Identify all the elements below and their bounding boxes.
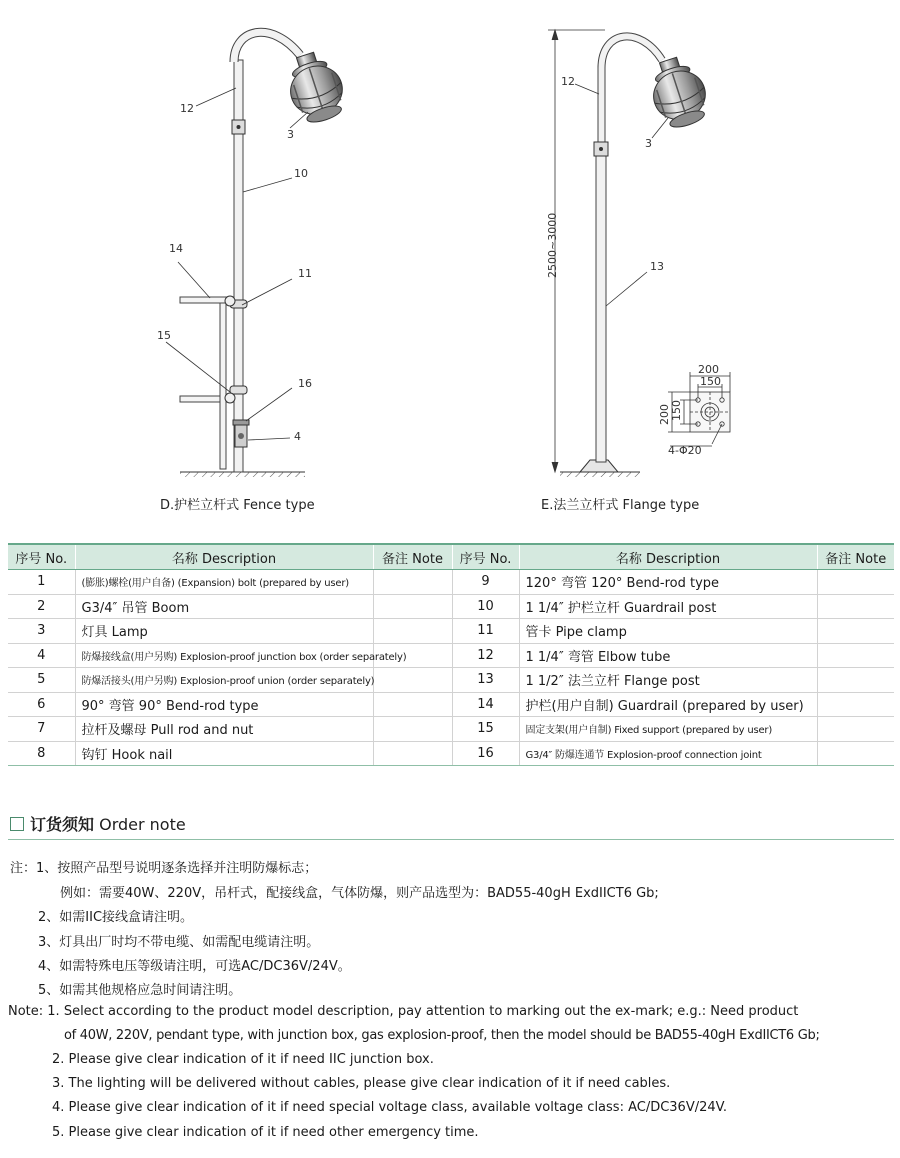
lamp xyxy=(280,47,350,128)
header-description: 名称 Description xyxy=(75,544,373,570)
part-number: 1 xyxy=(8,570,75,595)
header-no: 序号 No. xyxy=(452,544,519,570)
part-note xyxy=(817,717,894,742)
label-12: 12 xyxy=(561,75,575,88)
part-note xyxy=(817,594,894,619)
part-note xyxy=(373,594,452,619)
note-zh-line: 5、如需其他规格应急时间请注明。 xyxy=(38,983,242,998)
part-description: 1 1/4″ 弯管 Elbow tube xyxy=(519,643,817,668)
header-description: 名称 Description xyxy=(519,544,817,570)
lamp xyxy=(643,52,713,133)
part-description: G3/4″ 吊管 Boom xyxy=(75,594,373,619)
label-14: 14 xyxy=(169,242,183,255)
label-16: 16 xyxy=(298,377,312,390)
part-description: 拉杆及螺母 Pull rod and nut xyxy=(75,717,373,742)
part-number: 8 xyxy=(8,741,75,766)
label-10: 10 xyxy=(294,167,308,180)
flange-type-caption: E.法兰立杆式 Flange type xyxy=(541,498,700,513)
label-4: 4 xyxy=(294,430,301,443)
part-description: 90° 弯管 90° Bend-rod type xyxy=(75,692,373,717)
table-row xyxy=(8,619,894,644)
part-description: 1 1/2″ 法兰立杆 Flange post xyxy=(519,668,817,693)
label-3: 3 xyxy=(287,128,294,141)
part-description: 1 1/4″ 护栏立杆 Guardrail post xyxy=(519,594,817,619)
part-number: 9 xyxy=(452,570,519,595)
part-number: 10 xyxy=(452,594,519,619)
parts-table xyxy=(8,543,894,766)
part-number: 2 xyxy=(8,594,75,619)
note-en-line: 5. Please give clear indication of it if need other emergency time. xyxy=(52,1125,479,1140)
table-row xyxy=(8,668,894,693)
fixed-support xyxy=(230,386,247,394)
part-description: 防爆接线盒(用户另购) Explosion-proof junction box (order separately) xyxy=(75,643,373,668)
note-en-line: of 40W, 220V, pendant type, with junction box, gas explosion-proof, then the model should be BAD55-40gH ExdIICT6 Gb; xyxy=(64,1028,820,1043)
header-no: 序号 No. xyxy=(8,544,75,570)
flange-holes-label: 4-Φ20 xyxy=(668,444,702,457)
part-note xyxy=(817,692,894,717)
order-note-heading-en: Order note xyxy=(99,815,186,834)
note-zh-line: 3、灯具出厂时均不带电缆、如需配电缆请注明。 xyxy=(38,935,320,950)
flange-post xyxy=(596,36,662,462)
flange-type-diagram xyxy=(450,0,900,490)
part-number: 16 xyxy=(452,741,519,766)
note-en-line: 3. The lighting will be delivered without cables, please give clear indication of it if need cables. xyxy=(52,1076,671,1091)
checkbox-square-icon xyxy=(10,817,24,831)
note-zh-line: 注：1、按照产品型号说明逐条选择并注明防爆标志； xyxy=(10,861,318,876)
label-12: 12 xyxy=(180,102,194,115)
part-description: G3/4″ 防爆连通节 Explosion-proof connection joint xyxy=(519,741,817,766)
height-label: 2500~3000 xyxy=(546,212,559,278)
ground-line xyxy=(560,472,640,477)
flange-height-200: 200 xyxy=(658,404,671,425)
part-note xyxy=(373,619,452,644)
part-number: 13 xyxy=(452,668,519,693)
flange-width-200: 200 xyxy=(698,363,719,376)
part-description: 固定支架(用户自制) Fixed support (prepared by user) xyxy=(519,717,817,742)
part-number: 5 xyxy=(8,668,75,693)
table-row xyxy=(8,643,894,668)
note-zh-line: 例如：需要40W、220V，吊杆式，配接线盒，气体防爆，则产品选型为：BAD55-40gH ExdIICT6 Gb; xyxy=(60,886,659,901)
part-number: 11 xyxy=(452,619,519,644)
part-number: 4 xyxy=(8,643,75,668)
part-note xyxy=(373,692,452,717)
note-zh-line: 4、如需特殊电压等级请注明，可选AC/DC36V/24V。 xyxy=(38,959,351,974)
table-row xyxy=(8,741,894,766)
part-description: 护栏(用户自制) Guardrail (prepared by user) xyxy=(519,692,817,717)
header-note: 备注 Note xyxy=(373,544,452,570)
part-number: 6 xyxy=(8,692,75,717)
fence-type-caption: D.护栏立杆式 Fence type xyxy=(160,498,315,513)
part-description: 管卡 Pipe clamp xyxy=(519,619,817,644)
table-row xyxy=(8,594,894,619)
part-note xyxy=(817,619,894,644)
guardrail xyxy=(180,297,234,469)
flange-height-150: 150 xyxy=(670,400,683,421)
part-number: 14 xyxy=(452,692,519,717)
part-description: 防爆活接头(用户另购) Explosion-proof union (order separately) xyxy=(75,668,373,693)
note-en-line: Note: 1. Select according to the product model description, pay attention to marking out the ex-mark; e.g.: Need product xyxy=(8,1004,799,1019)
part-note xyxy=(817,741,894,766)
fence-type-diagram xyxy=(0,0,450,490)
header-note: 备注 Note xyxy=(817,544,894,570)
part-note xyxy=(817,643,894,668)
part-note xyxy=(373,717,452,742)
table-row xyxy=(8,692,894,717)
label-13: 13 xyxy=(650,260,664,273)
part-number: 12 xyxy=(452,643,519,668)
part-note xyxy=(373,668,452,693)
part-note xyxy=(817,668,894,693)
part-description: 钩钉 Hook nail xyxy=(75,741,373,766)
part-number: 7 xyxy=(8,717,75,742)
part-description: (膨胀)螺栓(用户自备) (Expansion) bolt (prepared by user) xyxy=(75,570,373,595)
label-3: 3 xyxy=(645,137,652,150)
label-15: 15 xyxy=(157,329,171,342)
flange-width-150: 150 xyxy=(700,375,721,388)
part-note xyxy=(373,741,452,766)
table-header-row xyxy=(8,544,894,570)
part-note xyxy=(817,570,894,595)
note-zh-line: 2、如需IIC接线盒请注明。 xyxy=(38,910,194,925)
order-note-heading-zh: 订货须知 xyxy=(30,815,95,834)
part-note xyxy=(373,570,452,595)
table-row xyxy=(8,570,894,595)
part-number: 15 xyxy=(452,717,519,742)
order-note-divider xyxy=(8,839,894,840)
order-note-heading xyxy=(10,812,186,835)
part-number: 3 xyxy=(8,619,75,644)
part-description: 灯具 Lamp xyxy=(75,619,373,644)
part-description: 120° 弯管 120° Bend-rod type xyxy=(519,570,817,595)
note-en-line: 4. Please give clear indication of it if need special voltage class, available voltage class: AC/DC36V/24V. xyxy=(52,1100,727,1115)
note-en-line: 2. Please give clear indication of it if need IIC junction box. xyxy=(52,1052,434,1067)
label-11: 11 xyxy=(298,267,312,280)
ground-line xyxy=(180,472,305,477)
table-row xyxy=(8,717,894,742)
